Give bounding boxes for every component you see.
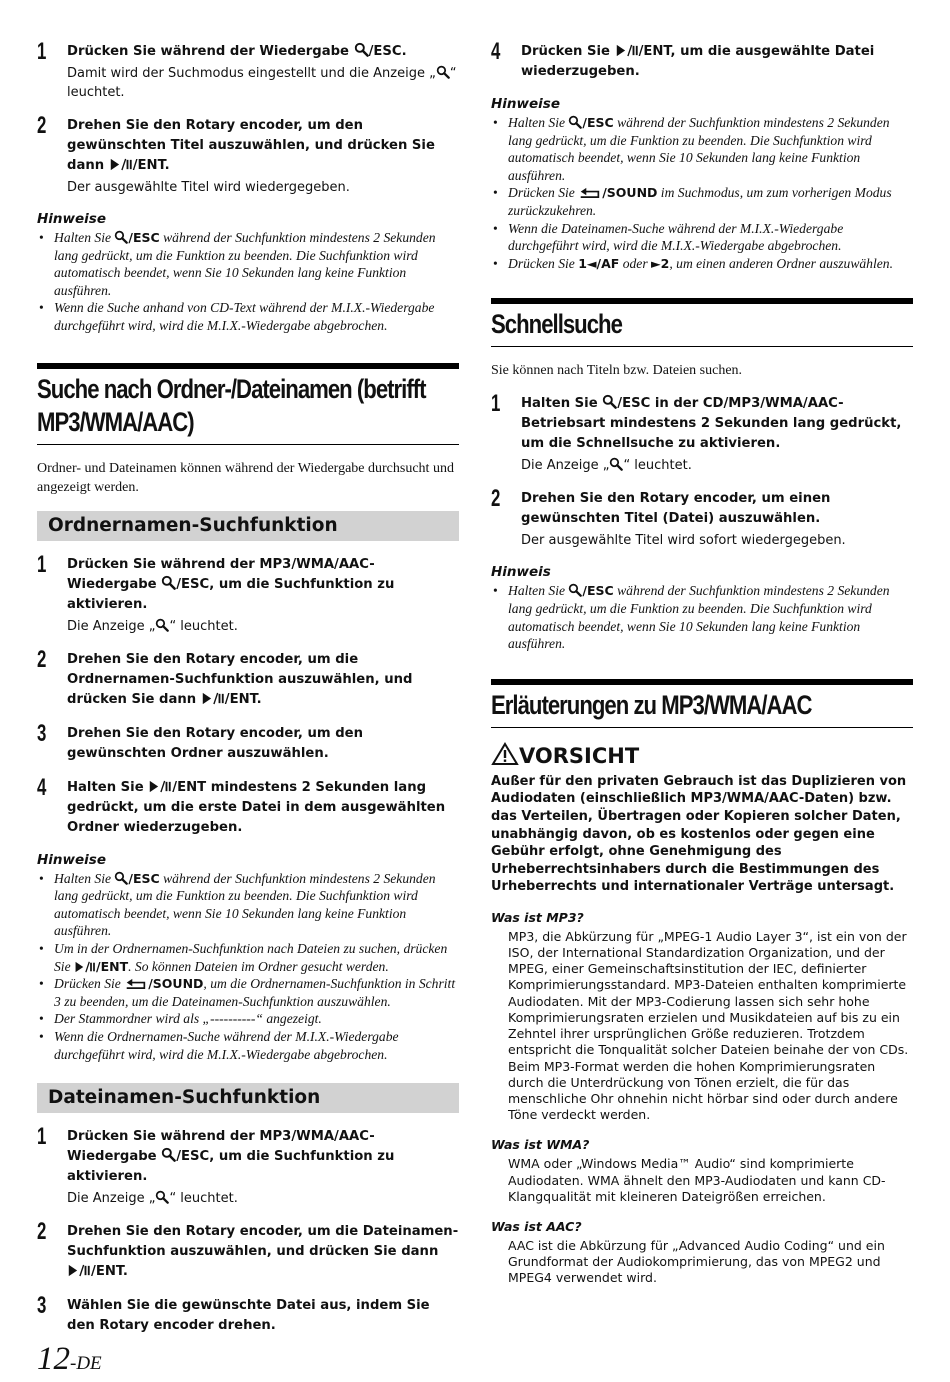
- step: [37, 1123, 459, 1208]
- play-pause-icon: [67, 1264, 91, 1277]
- step-result-part: Die Anzeige „: [67, 618, 156, 634]
- section-title: Schnellsuche: [491, 309, 622, 340]
- key-label: /SOUND: [148, 976, 204, 992]
- section-intro: Sie können nach Titeln bzw. Dateien suchen.: [491, 363, 743, 379]
- note-part: Halten Sie: [54, 230, 115, 245]
- step-text-part: , um die Suchfunktion zu aktivieren.: [67, 1149, 395, 1185]
- search-icon: [436, 65, 450, 79]
- notes-list: [491, 582, 913, 652]
- step: [491, 38, 913, 82]
- key-label: /ESC: [176, 576, 210, 592]
- step: [37, 773, 459, 838]
- search-icon: [114, 230, 128, 244]
- step-text: [67, 650, 459, 710]
- step-result: [67, 1189, 459, 1208]
- step-text-part: Drehen Sie den: [67, 651, 186, 667]
- search-icon: [602, 394, 617, 409]
- step-text-part: , um die Dateinamen-Suchfunktion auszuwählen, und drücken Sie dann: [67, 1224, 459, 1260]
- subsection-heading: Dateinamen-Suchfunktion: [37, 1083, 459, 1113]
- control-name: Rotary encoder: [185, 651, 298, 667]
- step-text: [67, 116, 459, 176]
- step-result: Der ausgewählte Titel wird sofort wiedergegeben.: [521, 533, 846, 549]
- back-icon: [578, 186, 602, 199]
- key-label: /ENT.: [91, 1264, 128, 1280]
- note-part: Wenn die Dateinamen-Suche während der M.I.X.-Wiedergabe durchgeführt wird, wird die M.I.X.-Wiedergabe abgebrochen.: [508, 220, 844, 254]
- step-result-part: “ leuchtet.: [623, 458, 692, 474]
- step-number: 4: [491, 38, 501, 65]
- note-item: [491, 582, 913, 652]
- step-text-part: , um die Ordnernamen-Suchfunktion auszuwählen, und drücken Sie dann: [67, 651, 413, 707]
- step-result-part: Die Anzeige „: [67, 1191, 156, 1207]
- step-text-part: mindestens 2 Sekunden lang gedrückt, um die erste Datei in dem ausgewählten Ordner wiederzugeben.: [67, 779, 446, 835]
- step: [37, 719, 459, 764]
- control-name: Rotary encoder: [185, 118, 298, 133]
- key-label: ►2: [651, 255, 670, 271]
- step-text-part: , um die Suchfunktion zu aktivieren.: [67, 576, 395, 612]
- notes-title: Hinweise: [37, 851, 106, 868]
- note-part: Halten Sie: [508, 115, 569, 130]
- qa-question: Was ist MP3?: [491, 909, 584, 925]
- step-text: [67, 724, 459, 764]
- left-column: [37, 38, 459, 1350]
- step-text-part: Wählen Sie die gewünschte Datei aus, indem Sie den: [67, 1298, 430, 1334]
- note-part: während der Suchfunktion mindestens 2 Sekunden lang gedrückt, um die Funktion zu beenden. Die Suchfunktion wird automatisch beendet, wenn Sie 10 Sekunden lang keine Funktion ausführen.: [54, 870, 436, 939]
- step-text-part: Drehen Sie den: [67, 1224, 186, 1240]
- key-label: /ENT: [172, 779, 207, 795]
- step-text-part: , um die ausgewählte Datei wiederzugeben.: [521, 44, 875, 79]
- step-text: [521, 489, 913, 529]
- qa-answer: WMA oder „Windows Media™ Audio“ sind komprimierte Audiodaten. WMA ähnelt den MP3-Audiodaten und kann CD-Klangqualität mit kleineren Dateigrößen erreichen.: [508, 1156, 886, 1204]
- section-heading: [37, 363, 459, 445]
- page-number-value: 12: [37, 1341, 70, 1377]
- search-icon: [568, 115, 582, 129]
- key-label: /ENT: [96, 958, 129, 974]
- step-result: Der ausgewählte Titel wird wiedergegeben.: [67, 180, 350, 195]
- note-item: [37, 299, 459, 334]
- step-number: 2: [491, 485, 501, 513]
- step-result-part: “ leuchtet.: [169, 1191, 238, 1207]
- qa-answer: MP3, die Abkürzung für „MPEG-1 Audio Layer 3“, ist ein von der ISO, der International Standardization Organization, und der MPEG, einer Gemeinschaftsinstitution der IEC, definierter Komprimierungsstandard. MP3-Dateien enthalten komprimierte Audiodaten. Mit der MP3-Codierung lassen sich sehr hohe Komprimierungsraten erzielen und Musikdateien auf bis zu ein Zehntel ihrer ursprünglichen Größe reduzieren. Trotzdem entspricht die Tonqualität solcher Dateien beinahe der von CDs. Beim MP3-Format werden die hohen Komprimierungsraten durch die Unterdrückung von Tönen erzielt, die für das menschliche Ohr ohnehin nicht hörbar sind oder durch andere Töne verdeckt werden.: [508, 928, 909, 1123]
- step-text: [67, 1222, 459, 1282]
- step-text-part: Halten Sie: [521, 396, 603, 412]
- note-part: Drücken Sie: [54, 976, 125, 992]
- step-number: 1: [37, 38, 47, 65]
- notes-list: [37, 229, 459, 335]
- play-pause-icon: [201, 692, 225, 705]
- step-number: 1: [37, 550, 47, 578]
- back-icon: [124, 977, 148, 990]
- key-label: /ESC: [582, 115, 614, 130]
- search-icon: [114, 871, 128, 885]
- note-part: Wenn die Suche anhand von CD-Text während der M.I.X.-Wiedergabe durchgeführt wird, wird die M.I.X.-Wiedergabe abgebrochen.: [54, 300, 435, 333]
- section-intro: Ordner- und Dateinamen können während der Wiedergabe durchsucht und angezeigt werden.: [37, 460, 454, 495]
- step: [37, 1292, 459, 1336]
- note-part: Drücken Sie: [508, 255, 579, 271]
- note-item: [491, 114, 913, 184]
- control-name: Rotary encoder: [185, 725, 298, 741]
- step: [37, 1218, 459, 1282]
- note-part: , um die Ordnernamen-Suchfunktion in Schritt 3 zu beenden, um die Dateinamen-Suchfunktion auszuwählen.: [54, 976, 456, 1009]
- notes-title: Hinweis: [491, 564, 551, 581]
- page-number: [37, 1341, 102, 1382]
- key-label: /ESC: [128, 230, 160, 245]
- step-number: 3: [37, 719, 47, 747]
- step-text: [521, 394, 913, 454]
- note-part: Halten Sie: [54, 870, 115, 886]
- page-language-suffix: -DE: [70, 1353, 102, 1374]
- caution-heading: [491, 742, 913, 769]
- section-heading: [491, 679, 913, 728]
- step-number: 4: [37, 773, 47, 801]
- note-item: [491, 255, 913, 273]
- step-number: 2: [37, 645, 47, 673]
- section-heading: [491, 298, 913, 347]
- step-result-part: “ leuchtet.: [67, 66, 457, 100]
- control-name: Rotary encoder: [185, 1224, 298, 1240]
- qa-question: Was ist AAC?: [491, 1218, 582, 1234]
- step: [491, 485, 913, 550]
- step: [37, 645, 459, 710]
- step-text-part: Drehen Sie den: [67, 725, 186, 741]
- control-name: Rotary encoder: [639, 491, 752, 507]
- qa-answer: AAC ist die Abkürzung für „Advanced Audio Coding“ und ein Grundformat der Audiokomprimierung, das von MPEG2 und MPEG4 verwendet wird.: [508, 1237, 885, 1286]
- note-item: [491, 220, 913, 255]
- notes-list: [37, 870, 459, 1064]
- step-text-part: Drehen Sie den: [521, 491, 640, 507]
- note-item: [37, 1028, 459, 1063]
- key-label: /ENT.: [224, 691, 262, 707]
- step-text-part: , um den gewünschten Ordner auszuwählen.: [67, 725, 364, 761]
- step-text: [521, 42, 913, 82]
- key-label: 1◄/AF: [578, 255, 620, 271]
- caution-text: Außer für den privaten Gebrauch ist das Duplizieren von Audiodaten (einschließlich MP3/WMA/AAC-Daten) bzw. das Verteilen, Übertragen oder Kopieren solcher Daten, unabhängig davon, ob es kostenlos oder gegen eine Gebühr erfolgt, ohne Genehmigung des Urheberrechtsinhabers durch die Bestimmungen des Urheberrechts und internationaler Verträge untersagt.: [491, 773, 907, 895]
- note-part: im Suchmodus, um zum vorherigen Modus zurückzukehren.: [508, 185, 892, 218]
- step-result-part: Damit wird der Suchmodus eingestellt und die Anzeige „: [67, 66, 436, 81]
- step-text: [67, 1127, 459, 1187]
- step-number: 3: [37, 1292, 47, 1320]
- step: [37, 550, 459, 636]
- notes-list: [491, 114, 913, 272]
- note-part: Wenn die Ordnernamen-Suche während der M.I.X.-Wiedergabe durchgeführt wird, wird die M.I.X.-Wiedergabe abgebrochen.: [54, 1028, 399, 1062]
- play-pause-icon: [615, 44, 639, 57]
- play-pause-icon: [148, 780, 172, 793]
- search-icon: [354, 42, 369, 57]
- note-part: , um einen anderen Ordner auszuwählen.: [669, 255, 893, 271]
- section-title: Erläuterungen zu MP3/WMA/AAC: [491, 689, 812, 720]
- note-part: oder: [619, 255, 652, 271]
- step: [491, 390, 913, 475]
- step-text: [67, 778, 459, 838]
- note-item: [37, 975, 459, 1010]
- caution-title: VORSICHT: [519, 743, 640, 768]
- key-label: /ESC: [128, 870, 160, 886]
- step-text-part: , um den gewünschten Titel auszuwählen, und drücken Sie dann: [67, 118, 435, 173]
- notes-title: Hinweise: [491, 96, 560, 112]
- key-label: /ESC: [582, 583, 614, 599]
- note-part: Halten Sie: [508, 583, 569, 599]
- warning-icon: [491, 742, 519, 766]
- note-part: während der Suchfunktion mindestens 2 Sekunden lang gedrückt, um die Funktion zu beenden. Die Suchfunktion wird automatisch beendet, wenn Sie 10 Sekunden lang keine Funktion ausführen.: [508, 583, 890, 652]
- right-column: [491, 38, 913, 1287]
- step-result: [67, 617, 459, 636]
- step-text: [67, 1296, 459, 1336]
- note-part: . So können Dateien im Ordner gesucht werden.: [128, 958, 389, 974]
- note-item: [37, 870, 459, 940]
- step-number: 2: [37, 112, 47, 139]
- note-part: während der Suchfunktion mindestens 2 Sekunden lang gedrückt, um die Funktion zu beenden. Die Suchfunktion wird automatisch beendet, wenn Sie 10 Sekunden lang keine Funktion ausführen.: [54, 230, 436, 298]
- note-part: Der Stammordner wird als „----------“ angezeigt.: [54, 1011, 322, 1027]
- subsection-heading: Ordnernamen-Suchfunktion: [37, 511, 459, 541]
- note-part: Drücken Sie: [508, 185, 579, 201]
- step-number: 1: [37, 1123, 47, 1151]
- key-label: /ESC: [176, 1149, 210, 1165]
- step-text-part: , um einen gewünschten Titel (Datei) auszuwählen.: [521, 491, 831, 527]
- note-item: [37, 940, 459, 975]
- step-text-part: Drücken Sie während der MP3/WMA/AAC-Wiedergabe: [67, 556, 375, 592]
- search-icon: [161, 575, 176, 590]
- key-label: /ESC.: [368, 44, 407, 59]
- key-label: /ENT.: [132, 158, 170, 173]
- search-icon: [609, 457, 623, 471]
- note-item: [491, 184, 913, 219]
- section-title: Suche nach Ordner-/Dateinamen (betrifft MP3/WMA/AAC): [37, 373, 426, 437]
- control-name: Rotary encoder: [99, 1318, 214, 1334]
- search-icon: [161, 1147, 176, 1162]
- search-icon: [155, 618, 169, 632]
- step-text: [67, 42, 459, 62]
- search-icon: [155, 1190, 169, 1204]
- step-number: 1: [491, 390, 501, 418]
- step-text: [67, 555, 459, 615]
- search-icon: [568, 583, 582, 597]
- step-text-part: in der CD/MP3/WMA/AAC-Betriebsart mindestens 2 Sekunden lang gedrückt, um die Schnellsuche zu aktivieren.: [521, 396, 902, 452]
- step: [37, 112, 459, 197]
- qa-question: Was ist WMA?: [491, 1137, 590, 1153]
- notes-title: Hinweise: [37, 211, 106, 227]
- step-text-part: Drücken Sie: [521, 44, 615, 59]
- step-text-part: Halten Sie: [67, 779, 149, 795]
- step-text-part: Drücken Sie während der Wiedergabe: [67, 44, 354, 59]
- step-result: [67, 64, 459, 102]
- note-part: während der Suchfunktion mindestens 2 Sekunden lang gedrückt, um die Funktion zu beenden. Die Suchfunktion wird automatisch beendet, wenn Sie 10 Sekunden lang keine Funktion ausführen.: [508, 115, 890, 183]
- step-number: 2: [37, 1218, 47, 1246]
- step: [37, 38, 459, 102]
- note-part: Um in der Ordnernamen-Suchfunktion nach Dateien zu suchen, drücken Sie: [54, 940, 448, 974]
- play-pause-icon: [109, 158, 133, 171]
- step-result-part: “ leuchtet.: [169, 618, 238, 634]
- play-pause-icon: [74, 961, 96, 973]
- step-result: [521, 456, 913, 475]
- step-result-part: Die Anzeige „: [521, 458, 610, 474]
- note-item: [37, 229, 459, 299]
- key-label: /SOUND: [602, 185, 658, 201]
- step-text-part: Drehen Sie den: [67, 118, 186, 133]
- note-item: [37, 1010, 459, 1028]
- step-text-part: Drücken Sie während der MP3/WMA/AAC-Wiedergabe: [67, 1129, 375, 1165]
- key-label: /ENT: [638, 44, 671, 59]
- key-label: /ESC: [617, 396, 651, 412]
- step-text-part: drehen.: [213, 1318, 276, 1334]
